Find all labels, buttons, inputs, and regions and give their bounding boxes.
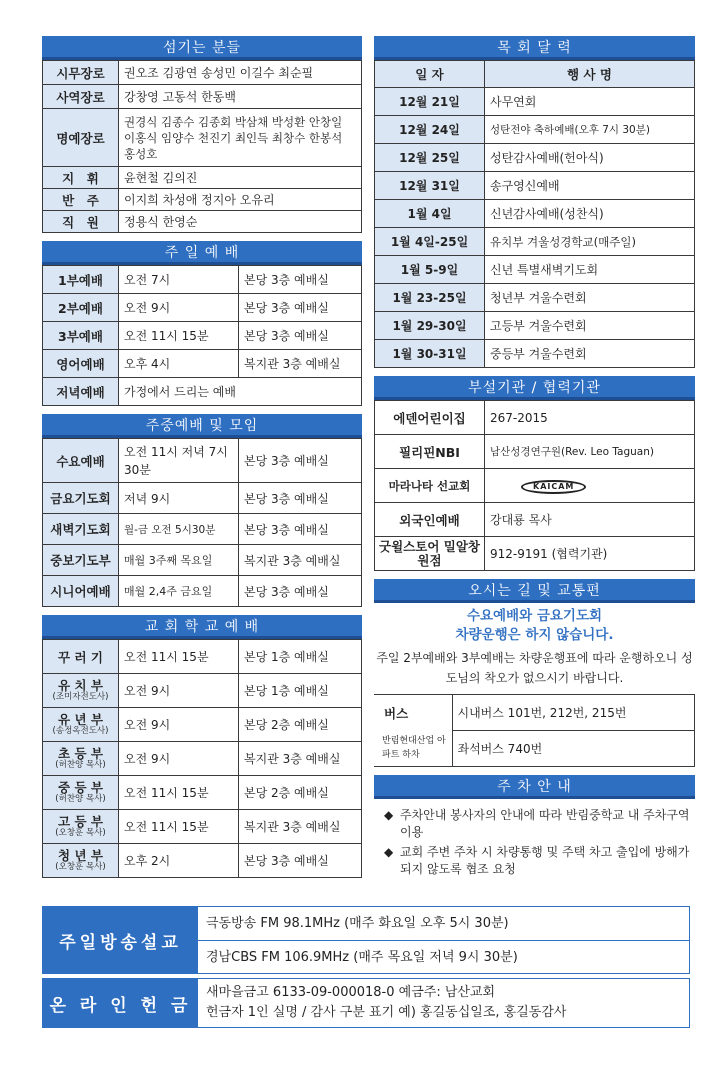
calendar-event: 유치부 겨울성경학교(매주일) <box>485 228 695 256</box>
school-place: 본당 2층 예배실 <box>239 708 362 742</box>
school-time: 오전 11시 15분 <box>119 776 239 810</box>
school-label <box>43 708 119 742</box>
affiliate-label: 필리핀NBI <box>375 435 485 469</box>
school-place: 본당 1층 예배실 <box>239 640 362 674</box>
servers-label: 반 주 <box>43 189 119 211</box>
offering-box <box>42 978 690 1028</box>
bus-city: 시내버스 101번, 212번, 215번 <box>452 695 695 731</box>
sunday-label: 3부예배 <box>43 322 119 350</box>
weekday-time: 월-금 오전 5시30분 <box>119 514 239 545</box>
sunday-label: 영어예배 <box>43 350 119 378</box>
servers-label: 명예장로 <box>43 109 119 167</box>
school-place: 복지관 3층 예배실 <box>239 810 362 844</box>
bus-table <box>374 694 695 767</box>
servers-label: 직 원 <box>43 211 119 233</box>
school-leader: (허찬양 목사) <box>55 760 106 770</box>
calendar-event: 사무연회 <box>485 88 695 116</box>
servers-value: 권경식 김종수 김종회 박삼채 박성환 안창일 이홍식 임양수 천진기 최인득 최창수 한봉석 홍성호 <box>119 109 362 167</box>
affiliates-table <box>374 400 695 571</box>
school-name: 중 등 부 <box>58 780 103 795</box>
weekday-label: 수요예배 <box>43 439 119 483</box>
broadcast-line-2: 경남CBS FM 106.9MHz (매주 목요일 저녁 9시 30분) <box>198 940 689 973</box>
sunday-label: 2부예배 <box>43 294 119 322</box>
school-label <box>43 742 119 776</box>
notice-title-1: 수요예배와 금요기도회 <box>466 608 603 624</box>
sunday-time: 오전 9시 <box>119 294 239 322</box>
sunday-place: 본당 3층 예배실 <box>239 294 362 322</box>
servers-label: 지 휘 <box>43 167 119 189</box>
school-time: 오전 9시 <box>119 708 239 742</box>
sunday-place: 복지관 3층 예배실 <box>239 350 362 378</box>
sunday-label: 1부예배 <box>43 266 119 294</box>
weekday-table <box>42 438 362 607</box>
calendar-date: 1월 4일 <box>375 200 485 228</box>
servers-header: 섬기는 분들 <box>42 36 362 60</box>
sunday-time: 오전 11시 15분 <box>119 322 239 350</box>
notice-title-2: 차량운행은 하지 않습니다. <box>455 627 614 643</box>
affiliate-value: 강대룡 목사 <box>485 503 695 537</box>
calendar-date: 1월 29-30일 <box>375 312 485 340</box>
school-leader: (허찬양 목사) <box>55 794 106 804</box>
school-leader: (오창훈 목사) <box>55 828 106 838</box>
school-name: 유 치 부 <box>58 678 103 693</box>
sunday-time: 가정에서 드리는 예배 <box>119 378 362 406</box>
weekday-time: 매월 3주째 목요일 <box>119 545 239 576</box>
weekday-place: 본당 3층 예배실 <box>239 514 362 545</box>
servers-value: 윤현철 김의진 <box>119 167 362 189</box>
school-time: 오전 11시 15분 <box>119 810 239 844</box>
broadcast-line-1: 극동방송 FM 98.1MHz (매주 화요일 오후 5시 30분) <box>206 916 509 931</box>
parking-notes <box>374 799 695 885</box>
school-place: 본당 1층 예배실 <box>239 674 362 708</box>
calendar-event: 청년부 겨울수련회 <box>485 284 695 312</box>
school-name: 초 등 부 <box>58 746 103 761</box>
bus-label: 버스 <box>374 695 452 731</box>
sunday-place: 본당 3층 예배실 <box>239 266 362 294</box>
sunday-place: 본당 3층 예배실 <box>239 322 362 350</box>
calendar-event-header: 행 사 명 <box>485 61 695 88</box>
school-time: 오전 11시 15분 <box>119 640 239 674</box>
school-label <box>43 640 119 674</box>
affiliate-label: 마라나타 선교회 <box>375 469 485 503</box>
calendar-header: 목 회 달 력 <box>374 36 695 60</box>
calendar-date: 12월 21일 <box>375 88 485 116</box>
affiliate-label: 외국인예배 <box>375 503 485 537</box>
servers-value: 이지희 차성애 정지아 오유리 <box>119 189 362 211</box>
servers-value: 정용식 한영순 <box>119 211 362 233</box>
parking-text-1: 주차안내 봉사자의 안내에 따라 반림중학교 내 주차구역 이용 <box>400 808 690 839</box>
directions-header: 오시는 길 및 교통편 <box>374 579 695 603</box>
bus-seat: 좌석버스 740번 <box>452 731 695 767</box>
school-time: 오전 9시 <box>119 674 239 708</box>
school-place: 본당 2층 예배실 <box>239 776 362 810</box>
servers-label: 사역장로 <box>43 85 119 109</box>
affiliate-value: 267-2015 <box>485 401 695 435</box>
weekday-place: 본당 3층 예배실 <box>239 483 362 514</box>
school-time: 오후 2시 <box>119 844 239 878</box>
affiliate-value: 912-9191 (협력기관) <box>485 537 695 571</box>
affiliates-header: 부설기관 / 협력기관 <box>374 376 695 400</box>
directions-notice <box>374 603 695 688</box>
school-name: 꾸 러 기 <box>58 649 103 665</box>
servers-value: 강창영 고동석 한동백 <box>119 85 362 109</box>
calendar-event: 신년감사예배(성찬식) <box>485 200 695 228</box>
calendar-date: 12월 31일 <box>375 172 485 200</box>
weekday-time: 오전 11시 저녁 7시 30분 <box>119 439 239 483</box>
school-place: 본당 3층 예배실 <box>239 844 362 878</box>
sunday-table <box>42 265 362 406</box>
kaicam-logo: KAICAM <box>521 480 586 494</box>
calendar-date: 12월 24일 <box>375 116 485 144</box>
parking-item <box>384 844 695 878</box>
parking-header: 주 차 안 내 <box>374 775 695 799</box>
calendar-date: 1월 23-25일 <box>375 284 485 312</box>
calendar-date: 12월 25일 <box>375 144 485 172</box>
school-label <box>43 674 119 708</box>
school-label <box>43 844 119 878</box>
affiliate-value <box>485 469 695 503</box>
affiliate-value: 남산성경연구원(Rev. Leo Taguan) <box>485 435 695 469</box>
servers-table <box>42 60 362 233</box>
calendar-event: 송구영신예배 <box>485 172 695 200</box>
diamond-bullet-icon: ◆ <box>384 808 394 822</box>
offering-title: 온 라 인 헌 금 <box>43 979 198 1027</box>
weekday-header: 주중예배 및 모임 <box>42 414 362 438</box>
affiliate-label: 에덴어린이집 <box>375 401 485 435</box>
parking-item <box>384 807 695 841</box>
sunday-time: 오후 4시 <box>119 350 239 378</box>
school-name: 고 등 부 <box>58 814 103 829</box>
calendar-table <box>374 60 695 368</box>
school-label <box>43 776 119 810</box>
weekday-label: 금요기도회 <box>43 483 119 514</box>
calendar-event: 성탄전야 축하예배(오후 7시 30분) <box>485 116 695 144</box>
sunday-time: 오전 7시 <box>119 266 239 294</box>
school-time: 오전 9시 <box>119 742 239 776</box>
school-name: 유 년 부 <box>58 712 103 727</box>
sunday-label: 저녁예배 <box>43 378 119 406</box>
broadcast-title: 주일방송설교 <box>43 907 198 973</box>
school-leader: (오창훈 목사) <box>55 862 106 872</box>
weekday-label: 중보기도부 <box>43 545 119 576</box>
calendar-date-header: 일 자 <box>375 61 485 88</box>
calendar-event: 성탄감사예배(헌아식) <box>485 144 695 172</box>
weekday-place: 본당 3층 예배실 <box>239 576 362 607</box>
calendar-date: 1월 5-9일 <box>375 256 485 284</box>
parking-text-2: 교회 주변 주차 시 차량통행 및 주택 차고 출입에 방해가 되지 않도록 협조 요청 <box>400 845 690 876</box>
school-label <box>43 810 119 844</box>
weekday-place: 복지관 3층 예배실 <box>239 545 362 576</box>
calendar-event: 고등부 겨울수련회 <box>485 312 695 340</box>
offering-line-2: 헌금자 1인 실명 / 감사 구분 표기 예) 홍길동십일조, 홍길동감사 <box>206 1005 567 1020</box>
school-table <box>42 639 362 878</box>
weekday-label: 새벽기도회 <box>43 514 119 545</box>
calendar-event: 신년 특별새벽기도회 <box>485 256 695 284</box>
right-column <box>374 36 695 885</box>
broadcast-box <box>42 906 690 974</box>
bus-stop: 반림현대산업 아파트 하차 <box>374 731 452 767</box>
weekday-label: 시니어예배 <box>43 576 119 607</box>
school-header: 교 회 학 교 예 배 <box>42 615 362 639</box>
school-leader: (조미자전도사) <box>52 692 109 702</box>
notice-body: 주일 2부예배와 3부예배는 차량운행표에 따라 운행하오니 성도님의 착오가 없으시기 바랍니다. <box>376 651 693 685</box>
servers-label: 시무장로 <box>43 61 119 85</box>
calendar-event: 중등부 겨울수련회 <box>485 340 695 368</box>
school-place: 복지관 3층 예배실 <box>239 742 362 776</box>
school-name: 청 년 부 <box>58 848 103 863</box>
left-column <box>42 36 362 878</box>
servers-value: 권오조 김광연 송성민 이길수 최순필 <box>119 61 362 85</box>
affiliate-label: 굿윌스토어 밀알창원점 <box>375 537 485 571</box>
diamond-bullet-icon: ◆ <box>384 845 394 859</box>
sunday-header: 주 일 예 배 <box>42 241 362 265</box>
weekday-time: 매월 2,4주 금요일 <box>119 576 239 607</box>
calendar-date: 1월 30-31일 <box>375 340 485 368</box>
weekday-time: 저녁 9시 <box>119 483 239 514</box>
weekday-place: 본당 3층 예배실 <box>239 439 362 483</box>
school-leader: (송정옥전도사) <box>52 726 109 736</box>
offering-line-1: 새마을금고 6133-09-000018-0 예금주: 남산교회 <box>206 985 496 1000</box>
calendar-date: 1월 4일-25일 <box>375 228 485 256</box>
